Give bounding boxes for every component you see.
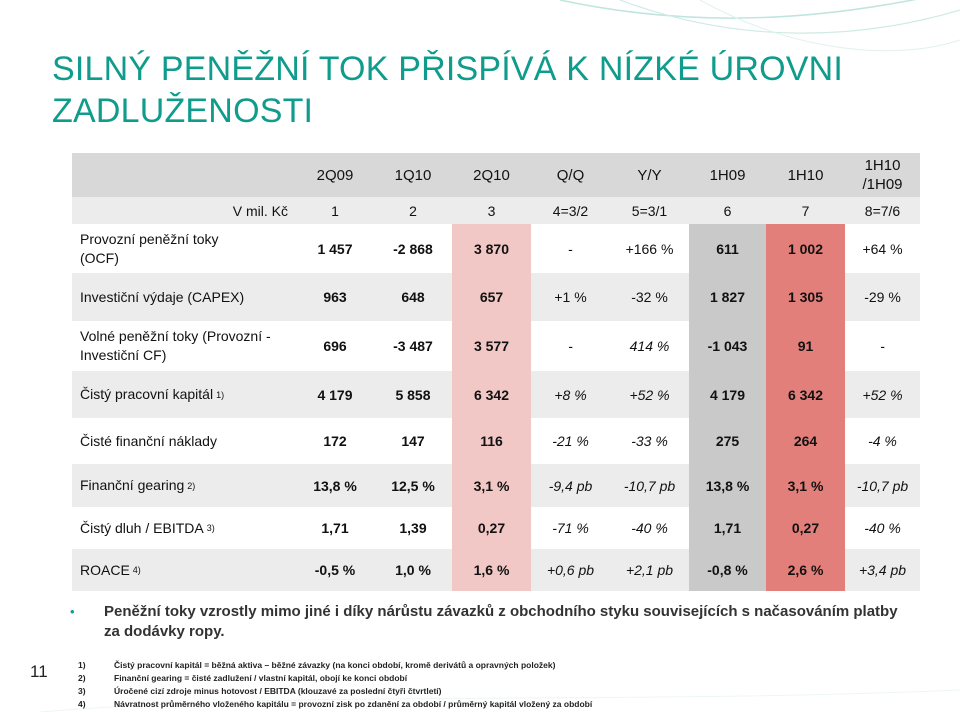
column-index: 6 [723,202,732,219]
table-cell: 648 [401,289,425,305]
financial-table [72,153,920,591]
row-label: ROACE 4) [80,561,141,578]
table-row [72,507,920,549]
table-cell: 1,71 [689,507,766,549]
table-cell: 116 [452,418,531,464]
footnote-text: Návratnost průměrného vloženého kapitálu = provozní zisk po zdanění za období / průměrný kapitál vložený za období [114,698,593,709]
table-cell: 3,1 % [452,464,531,507]
table-cell: 172 [323,433,347,449]
table-subheader-row [72,197,920,224]
table-cell: -29 % [864,289,901,305]
column-header: 1H10 [787,166,824,184]
title-line-2: ZADLUŽENOSTI [52,92,314,130]
table-cell: 696 [323,338,347,354]
table-cell: 12,5 % [391,477,435,494]
table-cell: 264 [766,418,845,464]
table-cell: 3 577 [452,321,531,371]
table-cell: -0,8 % [689,549,766,591]
column-header: 2Q09 [316,166,354,184]
table-cell: -9,4 pb [548,477,593,494]
table-cell: +52 % [862,386,903,403]
table-cell: 611 [689,224,766,273]
table-cell: 657 [452,273,531,321]
unit-label: V mil. Kč [232,202,288,219]
row-label: Volné peněžní toky (Provozní - Investiční CF) [80,328,271,363]
table-cell: +1 % [554,289,587,305]
table-cell: 1 002 [766,224,845,273]
table-header-row [72,153,920,197]
table-cell: -21 % [552,433,589,449]
table-cell: +3,4 pb [858,562,907,578]
footnote-number: 4) [78,698,86,709]
table-cell: - [568,338,573,354]
row-label: Investiční výdaje (CAPEX) [80,288,245,305]
table-cell: - [880,338,885,354]
table-cell: -10,7 pb [856,477,909,494]
row-label: Čistý dluh / EBITDA 3) [80,519,215,536]
title-line-1: SILNÝ PENĚŽNÍ TOK PŘISPÍVÁ K NÍZKÉ ÚROVNI [52,50,844,88]
table-cell: 414 % [629,338,670,354]
column-header: Y/Y [637,166,662,184]
column-index: 5=3/1 [631,202,668,219]
footnote [78,684,938,697]
column-index: 3 [487,202,496,219]
footnote [78,671,938,684]
footnote-text: Čistý pracovní kapitál = běžná aktiva – běžné závazky (na konci období, kromě derivátů a opravných položek) [114,659,556,670]
bullet-dot-icon: • [70,604,75,619]
footnote [78,658,938,671]
table-cell: -0,5 % [314,562,356,578]
page-title [52,48,942,132]
table-row [72,321,920,371]
column-header: Q/Q [556,166,585,184]
table-cell: 91 [766,321,845,371]
table-cell: -4 % [868,433,897,449]
column-header: 1H10 /1H09 [862,157,903,193]
table-cell: -71 % [552,520,589,536]
bullet-item [70,602,930,642]
table-row [72,224,920,273]
row-label: Finanční gearing 2) [80,477,196,493]
footnote-number: 2) [78,672,86,683]
table-cell: 1 457 [317,240,353,257]
footnotes [78,658,938,710]
footnote-number: 1) [78,659,86,670]
table-cell: +166 % [625,240,674,257]
column-index: 4=3/2 [552,202,589,219]
table-cell: 1,39 [399,520,427,536]
column-index: 2 [409,202,417,219]
footnote-text: Finanční gearing = čisté zadlužení / vlastní kapitál, obojí ke konci období [114,672,408,683]
table-cell: 2,6 % [766,549,845,591]
table-cell: 147 [401,433,425,449]
table-cell: +52 % [629,386,670,403]
column-header: 1H09 [709,166,746,184]
table-cell: 4 179 [317,386,353,403]
table-cell: 6 342 [452,371,531,418]
table-cell: 6 342 [766,371,845,418]
column-header: 2Q10 [473,166,510,184]
table-cell: 3 870 [452,224,531,273]
column-index: 7 [801,202,810,219]
bullet-text: Peněžní toky vzrostly mimo jiné i díky nárůstu závazků z obchodního styku souvisejících s načasováním platby za dodávky ropy. [104,603,898,640]
table-cell: - [568,240,573,257]
column-index: 8=7/6 [864,202,901,219]
table-cell: 1,6 % [452,549,531,591]
table-cell: -2 868 [393,240,433,257]
table-cell: 0,27 [452,507,531,549]
table-cell: -1 043 [689,321,766,371]
table-cell: 1 827 [689,273,766,321]
table-cell: 963 [323,289,347,305]
table-cell: +64 % [862,240,903,257]
footnote-text: Úročené cizí zdroje minus hotovost / EBITDA (klouzavé za poslední čtyři čtvrtletí) [114,685,442,696]
table-row [72,464,920,507]
table-cell: 13,8 % [689,464,766,507]
table-cell: +8 % [554,386,587,403]
table-cell: -40 % [631,520,668,536]
table-cell: 275 [689,418,766,464]
table-cell: 3,1 % [766,464,845,507]
table-row [72,418,920,464]
table-cell: -10,7 pb [623,477,676,494]
table-row [72,273,920,321]
row-label: Čisté finanční náklady [80,432,217,449]
table-row [72,371,920,418]
column-header: 1Q10 [394,166,432,184]
table-cell: 1 305 [766,273,845,321]
column-index: 1 [331,202,339,219]
table-cell: 1,71 [321,520,349,536]
table-cell: 1,0 % [395,562,431,578]
table-cell: -33 % [631,433,668,449]
table-cell: +2,1 pb [625,562,674,578]
table-cell: +0,6 pb [546,562,595,578]
row-label: Provozní peněžní toky (OCF) [80,230,219,266]
table-cell: 13,8 % [313,477,357,494]
footnote-number: 3) [78,685,86,696]
table-cell: 0,27 [766,507,845,549]
bullet-list [70,602,930,642]
row-label: Čistý pracovní kapitál 1) [80,386,225,402]
table-cell: -32 % [631,289,668,305]
footnote [78,697,938,710]
page-number: 11 [30,662,48,681]
table-cell: -40 % [864,520,901,536]
table-cell: 4 179 [689,371,766,418]
table-row [72,549,920,591]
table-cell: -3 487 [393,338,433,354]
table-cell: 5 858 [395,386,431,403]
